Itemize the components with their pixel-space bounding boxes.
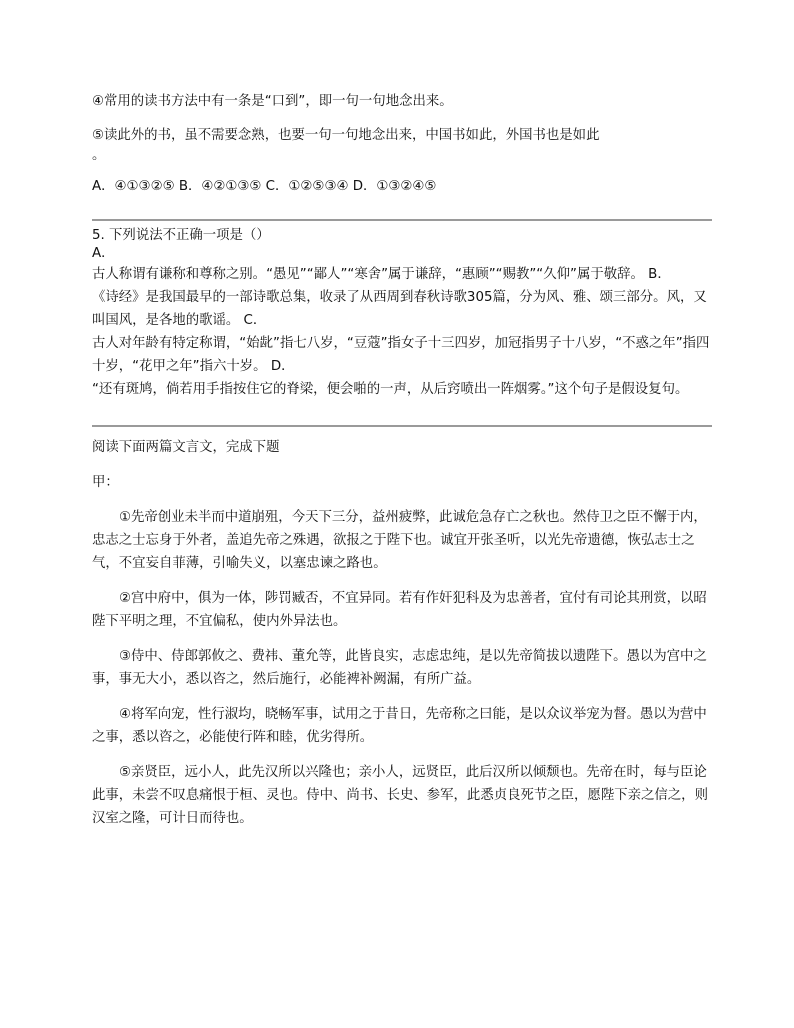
document-page bbox=[92, 90, 712, 830]
q4-options: A．④①③②⑤ B．④②①③⑤ C．①②⑤③④ D．①③②④⑤ bbox=[92, 179, 437, 194]
q5-stem: 5. 下列说法不正确一项是（） bbox=[92, 228, 270, 243]
passage-paragraph-1: ①先帝创业未半而中道崩殂，今天下三分，益州疲弊，此诚危急存亡之秋也。然侍卫之臣不懈于内，忠志之士忘身于外者，盖追先帝之殊遇，欲报之于陛下也。诚宜开张圣听，以光先帝遗德，恢弘志士之气，不宜妄自菲薄，引喻失义，以塞忠谏之路也。 bbox=[92, 510, 707, 571]
passage-paragraph-5: ⑤亲贤臣，远小人，此先汉所以兴隆也；亲小人，远贤臣，此后汉所以倾颓也。先帝在时，每与臣论此事，未尝不叹息痛恨于桓、灵也。侍中、尚书、长史、参军，此悉贞良死节之臣，愿陛下亲之信之，则汉室之隆，可计日而待也。 bbox=[92, 765, 708, 826]
q5-option-c-text: 古人对年龄有特定称谓，“始龀”指七八岁，“豆蔻”指女子十三四岁，加冠指男子十八岁，“不惑之年”指四十岁，“花甲之年”指六十岁。 D． bbox=[92, 336, 710, 374]
sentence-5: ⑤读此外的书，虽不需要念熟，也要一句一句地念出来，中国书如此，外国书也是如此 bbox=[92, 128, 600, 143]
reading-intro: 阅读下面两篇文言文，完成下题 bbox=[92, 440, 280, 455]
q5-option-a-label: A． bbox=[92, 246, 115, 261]
section-divider-2 bbox=[92, 425, 712, 427]
passage-paragraph-4: ④将军向宠，性行淑均，晓畅军事，试用之于昔日，先帝称之曰能，是以众议举宠为督。愚以为营中之事，悉以咨之，必能使行阵和睦，优劣得所。 bbox=[92, 707, 707, 745]
section-divider bbox=[92, 219, 712, 221]
passage-paragraph-2: ②宫中府中，俱为一体，陟罚臧否，不宜异同。若有作奸犯科及为忠善者，宜付有司论其刑赏，以昭陛下平明之理，不宜偏私，使内外异法也。 bbox=[92, 591, 707, 629]
q5-option-a-text: 古人称谓有谦称和尊称之别。“愚见”“鄙人”“寒舍”属于谦辞，“惠顾”“赐教”“久仰”属于敬辞。 B． bbox=[92, 267, 671, 282]
passage-paragraph-3: ③侍中、侍郎郭攸之、费祎、董允等，此皆良实，志虑忠纯，是以先帝简拔以遗陛下。愚以为宫中之事，事无大小，悉以咨之，然后施行，必能裨补阙漏，有所广益。 bbox=[92, 649, 707, 687]
q5-option-d-text: “还有斑鸠，倘若用手指按住它的脊梁，便会啪的一声，从后窍喷出一阵烟雾。”这个句子是假设复句。 bbox=[92, 382, 689, 397]
sentence-4: ④常用的读书方法中有一条是“口到”，即一句一句地念出来。 bbox=[92, 94, 453, 109]
passage-jia-label: 甲： bbox=[92, 475, 119, 490]
q5-option-b-text: 《诗经》是我国最早的一部诗歌总集，收录了从西周到春秋诗歌305篇，分为风、雅、颂三部分。风，又叫国风，是各地的歌谣。 C． bbox=[92, 290, 707, 328]
sentence-5-end: 。 bbox=[92, 148, 106, 163]
